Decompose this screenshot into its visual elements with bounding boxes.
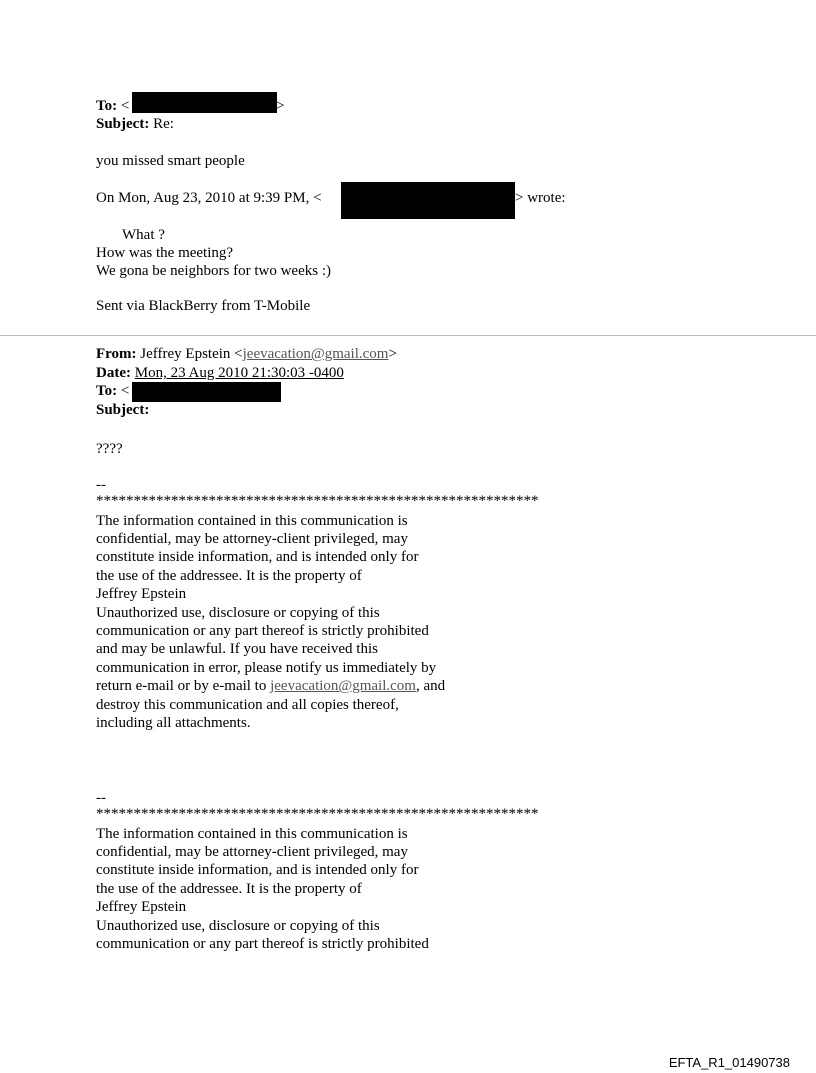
disclaimer-line: communication or any part thereof is strictly prohibited (96, 936, 429, 952)
subject-label: Subject: (96, 402, 150, 418)
to-open-bracket: < (120, 98, 130, 114)
disclaimer-line: Jeffrey Epstein (96, 586, 187, 602)
return-suffix: , and (415, 678, 446, 694)
redaction-box (132, 382, 281, 402)
reply-body: you missed smart people (96, 153, 245, 169)
document-id: EFTA_R1_01490738 (668, 1055, 790, 1070)
original-body: ???? (96, 441, 123, 457)
disclaimer-stars: *********************************************************** (96, 493, 539, 509)
from-close-bracket: > (388, 346, 397, 362)
disclaimer-line: constitute inside information, and is intended only for (96, 862, 419, 878)
disclaimer-line: including all attachments. (96, 715, 251, 731)
disclaimer-line: destroy this communication and all copies thereof, (96, 697, 399, 713)
original-date-line (96, 364, 344, 382)
quoted-line: What ? (122, 227, 165, 243)
from-label: From: (96, 346, 137, 362)
return-email-link[interactable]: jeevacation@gmail.com (270, 678, 416, 694)
disclaimer-stars: *********************************************************** (96, 806, 539, 822)
to-label: To: (96, 98, 118, 114)
disclaimer-return-line (96, 677, 445, 695)
to-label: To: (96, 383, 118, 399)
disclaimer-line: The information contained in this communication is (96, 826, 408, 842)
date-value: Mon, 23 Aug 2010 21:30:03 -0400 (134, 365, 344, 381)
redaction-box (341, 182, 515, 219)
disclaimer-line: Jeffrey Epstein (96, 899, 187, 915)
from-name: Jeffrey Epstein < (140, 346, 243, 362)
quoted-line: We gona be neighbors for two weeks :) (96, 263, 331, 279)
subject-label: Subject: (96, 116, 150, 132)
to-close-bracket: > (276, 98, 285, 114)
disclaimer-line: the use of the addressee. It is the property of (96, 881, 362, 897)
disclaimer-line: communication in error, please notify us immediately by (96, 660, 437, 676)
quoted-line: How was the meeting? (96, 245, 234, 261)
original-subject-line (96, 401, 149, 419)
disclaimer-line: The information contained in this communication is (96, 513, 408, 529)
reply-subject-line (96, 115, 174, 133)
disclaimer-line: the use of the addressee. It is the property of (96, 568, 362, 584)
from-email-link[interactable]: jeevacation@gmail.com (242, 346, 389, 362)
reply-to-line (96, 97, 129, 115)
reply-signature: Sent via BlackBerry from T-Mobile (96, 298, 311, 314)
quote-attribution-prefix: On Mon, Aug 23, 2010 at 9:39 PM, < (96, 190, 322, 206)
to-open-bracket: < (120, 383, 130, 399)
disclaimer-line: confidential, may be attorney-client privileged, may (96, 844, 408, 860)
redaction-box (132, 92, 277, 113)
disclaimer-line: constitute inside information, and is intended only for (96, 549, 419, 565)
disclaimer-dashes: -- (96, 790, 106, 806)
disclaimer-line: Unauthorized use, disclosure or copying of this (96, 918, 380, 934)
original-from-line (96, 345, 397, 363)
disclaimer-dashes: -- (96, 477, 106, 493)
date-label: Date: (96, 365, 131, 381)
disclaimer-line: Unauthorized use, disclosure or copying of this (96, 605, 380, 621)
return-prefix: return e-mail or by e-mail to (96, 678, 271, 694)
subject-value: Re: (153, 116, 174, 132)
disclaimer-line: communication or any part thereof is strictly prohibited (96, 623, 429, 639)
quote-attribution-suffix: > wrote: (515, 190, 566, 206)
message-divider (0, 335, 816, 336)
disclaimer-line: and may be unlawful. If you have received this (96, 641, 378, 657)
original-to-line (96, 382, 129, 400)
disclaimer-line: confidential, may be attorney-client privileged, may (96, 531, 408, 547)
